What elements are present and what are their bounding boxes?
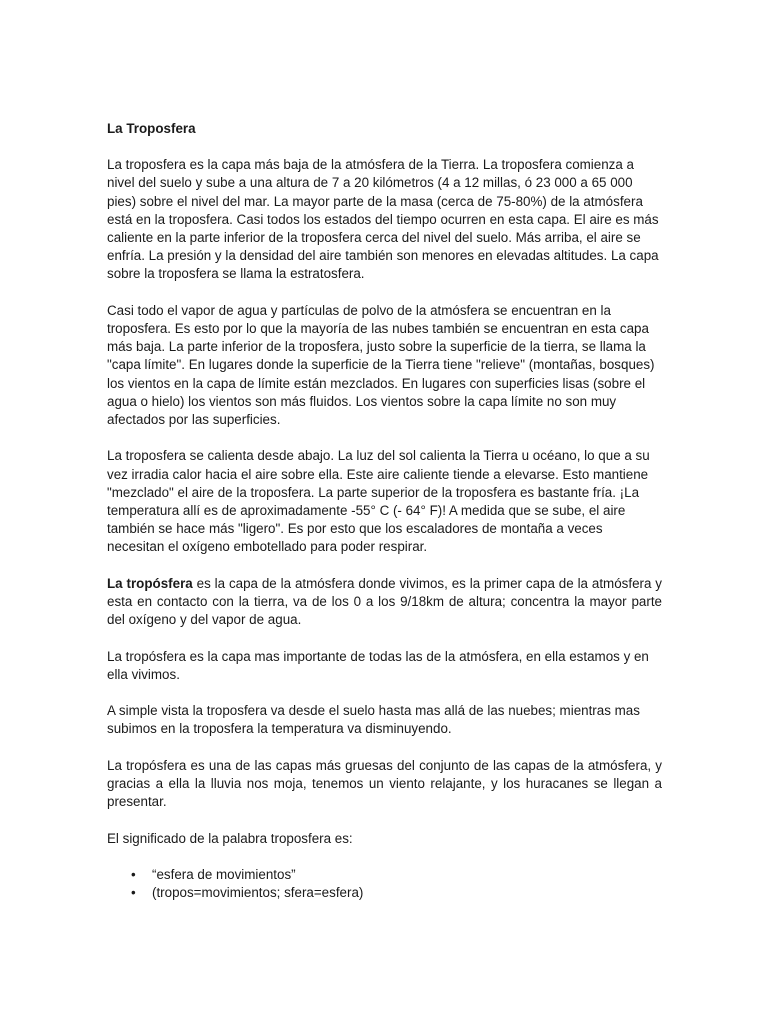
list-item xyxy=(107,884,662,902)
paragraph-importance: La tropósfera es la capa mas importante de todas las de la atmósfera, en ella estamos y en ella vivimos. xyxy=(107,648,649,682)
paragraph-vapor: Casi todo el vapor de agua y partículas de polvo de la atmósfera se encuentran en la troposfera. Es esto por lo que la mayoría de las nubes también se encuentran en esta capa más baja. La parte inferior de la troposfera, justo sobre la superficie de la tierra, se llama la "capa límite". En lugares donde la superficie de la Tierra tiene "relieve" (montañas, bosques) los vientos en la capa de límite están mezclados. En lugares con superficies lisas (sobre el agua o hielo) los vientos son más fluidos. Los vientos sobre la capa límite no son muy afectados por las superficies. xyxy=(107,302,655,428)
list-item-text: “esfera de movimientos” xyxy=(152,867,296,882)
list-item xyxy=(107,866,662,884)
paragraph-definition xyxy=(107,575,662,630)
paragraph-intro: La troposfera es la capa más baja de la atmósfera de la Tierra. La troposfera comienza a nivel del suelo y sube a una altura de 7 a 20 kilómetros (4 a 12 millas, ó 23 000 a 65 000 pies) sobre el nivel del mar. La mayor parte de la masa (cerca de 75-80%) de la atmósfera está en la troposfera. Casi todos los estados del tiempo ocurren en esta capa. El aire es más caliente en la parte inferior de la troposfera cerca del nivel del suelo. Más arriba, el aire se enfría. La presión y la densidad del aire también son menores en elevadas altitudes. La capa sobre la troposfera se llama la estratosfera. xyxy=(107,157,659,282)
meaning-list xyxy=(107,866,662,902)
bold-term: La tropósfera xyxy=(107,575,193,591)
bullet-icon: • xyxy=(131,867,136,882)
bullet-icon: • xyxy=(131,885,136,901)
paragraph-simple-view: A simple vista la troposfera va desde el suelo hasta mas allá de las nuebes; mientras mas subimos en la troposfera la temperatura va disminuyendo. xyxy=(107,703,640,737)
document-title: La Troposfera xyxy=(107,121,196,136)
list-item-text: (tropos=movimientos; sfera=esfera) xyxy=(152,885,364,901)
document-page xyxy=(107,120,662,902)
paragraph-definition-text: es la capa de la atmósfera donde vivimos, es la primer capa de la atmósfera y esta en contacto con la tierra, va de los 0 a los 9/18km de altura; concentra la mayor parte del oxígeno y del vapor de agua. xyxy=(107,575,662,628)
paragraph-thickness: La tropósfera es una de las capas más gruesas del conjunto de las capas de la atmósfera, y gracias a ella la lluvia nos moja, tenemos un viento relajante, y los huracanes se llegan a presentar. xyxy=(107,757,662,810)
paragraph-heating: La troposfera se calienta desde abajo. La luz del sol calienta la Tierra u océano, lo que a su vez irradia calor hacia el aire sobre ella. Este aire caliente tiende a elevarse. Esto mantiene "mezclado" el aire de la troposfera. La parte superior de la troposfera es bastante fría. ¡La temperatura allí es de aproximadamente -55° C (- 64° F)! A medida que se sube, el aire también se hace más "ligero". Es por esto que los escaladores de montaña a veces necesitan el oxígeno embotellado para poder respirar. xyxy=(107,448,650,555)
paragraph-meaning: El significado de la palabra troposfera es: xyxy=(107,830,353,846)
